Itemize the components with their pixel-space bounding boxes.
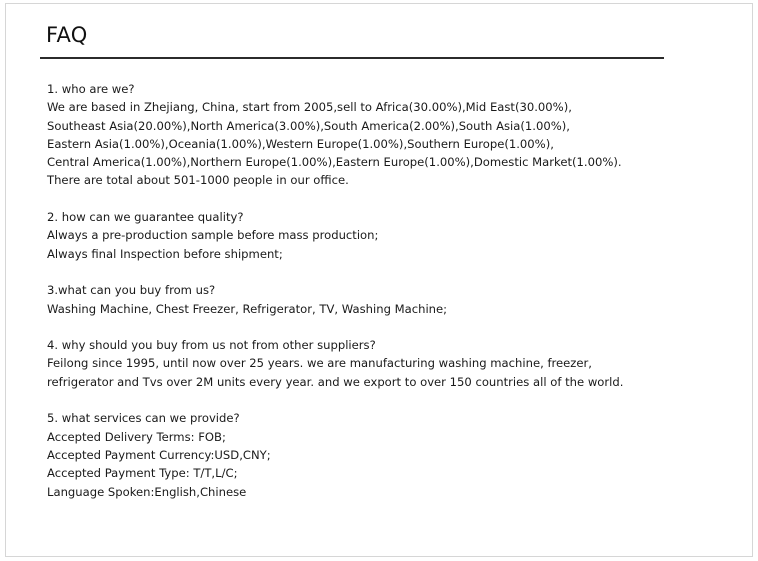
faq-answer-line: We are based in Zhejiang, China, start from 2005,sell to Africa(30.00%),Mid East(30.00%), xyxy=(47,100,572,115)
faq-question: 2. how can we guarantee quality? xyxy=(47,210,244,225)
faq-answer-line: There are total about 501-1000 people in our office. xyxy=(47,173,349,188)
faq-section-who-are-we xyxy=(47,80,687,190)
faq-question: 3.what can you buy from us? xyxy=(47,283,216,298)
faq-answer-line: Central America(1.00%),Northern Europe(1.00%),Eastern Europe(1.00%),Domestic Market(1.00%). xyxy=(47,155,622,170)
faq-section-products xyxy=(47,281,687,318)
faq-answer-line: Accepted Delivery Terms: FOB; xyxy=(47,429,226,444)
faq-answer-line: Always a pre-production sample before mass production; xyxy=(47,228,379,243)
faq-answer-line: Washing Machine, Chest Freezer, Refrigerator, TV, Washing Machine; xyxy=(47,301,448,316)
faq-answer-line: Eastern Asia(1.00%),Oceania(1.00%),Western Europe(1.00%),Southern Europe(1.00%), xyxy=(47,136,554,151)
faq-section-services xyxy=(47,409,687,500)
title-divider xyxy=(40,57,664,59)
faq-answer-line: Always final Inspection before shipment; xyxy=(47,246,283,261)
faq-section-quality xyxy=(47,208,687,263)
faq-content xyxy=(47,80,687,519)
faq-answer-line: Southeast Asia(20.00%),North America(3.00%),South America(2.00%),South Asia(1.00%), xyxy=(47,118,570,133)
faq-section-why-us xyxy=(47,336,687,391)
faq-question: 4. why should you buy from us not from other suppliers? xyxy=(47,338,376,353)
faq-question: 1. who are we? xyxy=(47,82,135,96)
faq-question: 5. what services can we provide? xyxy=(47,411,240,426)
page-title: FAQ xyxy=(46,23,88,47)
faq-answer-line: Accepted Payment Currency:USD,CNY; xyxy=(47,447,271,462)
faq-answer-line: Accepted Payment Type: T/T,L/C; xyxy=(47,466,238,481)
faq-answer-line: Language Spoken:English,Chinese xyxy=(47,484,247,499)
faq-answer-line: Feilong since 1995, until now over 25 years. we are manufacturing washing machine, freezer, xyxy=(47,356,592,371)
faq-answer-line: refrigerator and Tvs over 2M units every year. and we export to over 150 countries all of the world. xyxy=(47,374,624,389)
